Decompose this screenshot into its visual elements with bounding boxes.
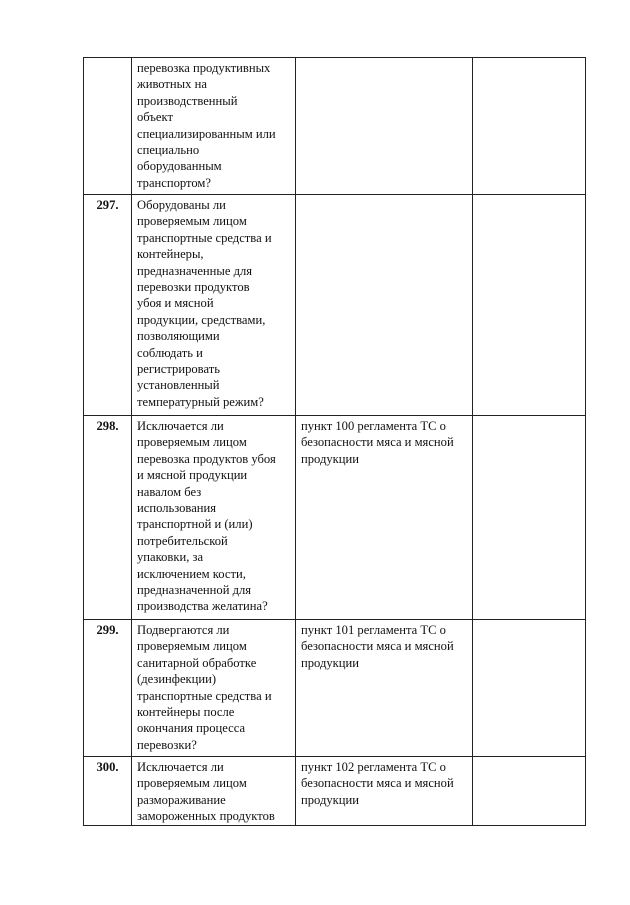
cell-text-line: транспортные средства и xyxy=(137,688,272,703)
table-row xyxy=(84,757,586,826)
cell-text-line: проверяемым лицом xyxy=(137,639,247,654)
cell-text-line: установленный xyxy=(137,378,220,393)
reference-cell xyxy=(296,757,473,826)
cell-text-line: Подвергаются ли xyxy=(137,623,230,637)
cell-text-line: окончания процесса xyxy=(137,721,246,736)
empty-cell xyxy=(473,58,586,195)
cell-text-line: навалом без xyxy=(137,484,202,499)
cell-text-line: соблюдать и xyxy=(137,345,203,360)
cell-text-line: продукции xyxy=(301,792,360,807)
question-cell xyxy=(132,416,296,620)
cell-text-line: безопасности мяса и мясной xyxy=(301,435,454,450)
question-cell xyxy=(132,757,296,826)
question-cell xyxy=(132,58,296,195)
checklist-table xyxy=(83,57,586,826)
cell-text-line: исключением кости, xyxy=(137,566,246,581)
cell-text-line: потребительской xyxy=(137,533,228,548)
cell-text-line: проверяемым лицом xyxy=(137,435,247,450)
cell-text-line: замороженных продуктов xyxy=(137,809,275,824)
cell-text-line: производства желатина? xyxy=(137,599,268,614)
cell-text-line: перевозка продуктивных xyxy=(137,61,271,75)
question-cell xyxy=(132,620,296,757)
cell-text-line: животных на xyxy=(137,77,207,92)
cell-text-line: продукции xyxy=(301,655,360,670)
cell-text-line: перевозки продуктов xyxy=(137,280,250,295)
cell-text-line: безопасности мяса и мясной xyxy=(301,776,454,791)
cell-text-line: пункт 100 регламента ТС о xyxy=(301,419,446,433)
reference-cell xyxy=(296,620,473,757)
cell-text-line: контейнеры, xyxy=(137,247,204,262)
row-number: 300. xyxy=(84,757,132,826)
table-row xyxy=(84,58,586,195)
empty-cell xyxy=(473,757,586,826)
cell-text-line: упаковки, за xyxy=(137,550,204,565)
cell-text-line: Исключается ли xyxy=(137,760,224,774)
cell-text-line: (дезинфекции) xyxy=(137,672,217,687)
cell-text-line: транспортом? xyxy=(137,175,211,190)
cell-text-line: оборудованным xyxy=(137,159,222,174)
cell-text-line: Оборудованы ли xyxy=(137,198,226,212)
cell-text-line: транспортной и (или) xyxy=(137,517,253,532)
cell-text-line: производственный xyxy=(137,93,238,108)
empty-cell xyxy=(473,195,586,416)
cell-text-line: специально xyxy=(137,143,200,158)
cell-text-line: объект xyxy=(137,110,173,125)
cell-text-line: регистрировать xyxy=(137,362,220,377)
row-number: 299. xyxy=(84,620,132,757)
cell-text-line: проверяемым лицом xyxy=(137,214,247,229)
question-cell xyxy=(132,195,296,416)
cell-text-line: температурный режим? xyxy=(137,394,264,409)
table-row xyxy=(84,620,586,757)
cell-text-line: предназначенной для xyxy=(137,583,252,598)
cell-text-line: предназначенные для xyxy=(137,263,253,278)
reference-cell xyxy=(296,58,473,195)
cell-text-line: перевозки? xyxy=(137,737,197,752)
cell-text-line: позволяющими xyxy=(137,329,220,344)
cell-text-line: транспортные средства и xyxy=(137,230,272,245)
cell-text-line: перевозка продуктов убоя xyxy=(137,451,276,466)
table-row xyxy=(84,195,586,416)
cell-text-line: и мясной продукции xyxy=(137,468,248,483)
cell-text-line: продукции, средствами, xyxy=(137,312,266,327)
cell-text-line: контейнеры после xyxy=(137,705,235,720)
cell-text-line: пункт 102 регламента ТС о xyxy=(301,760,446,774)
reference-cell xyxy=(296,195,473,416)
cell-text-line: продукции xyxy=(301,451,360,466)
table-row xyxy=(84,416,586,620)
cell-text-line: пункт 101 регламента ТС о xyxy=(301,623,446,637)
reference-cell xyxy=(296,416,473,620)
cell-text-line: использования xyxy=(137,501,217,516)
cell-text-line: проверяемым лицом xyxy=(137,776,247,791)
cell-text-line: санитарной обработке xyxy=(137,655,257,670)
cell-text-line: безопасности мяса и мясной xyxy=(301,639,454,654)
row-number xyxy=(84,58,132,195)
cell-text-line: Исключается ли xyxy=(137,419,224,433)
cell-text-line: убоя и мясной xyxy=(137,296,214,311)
cell-text-line: размораживание xyxy=(137,792,226,807)
empty-cell xyxy=(473,620,586,757)
row-number: 298. xyxy=(84,416,132,620)
empty-cell xyxy=(473,416,586,620)
row-number: 297. xyxy=(84,195,132,416)
cell-text-line: специализированным или xyxy=(137,126,276,141)
